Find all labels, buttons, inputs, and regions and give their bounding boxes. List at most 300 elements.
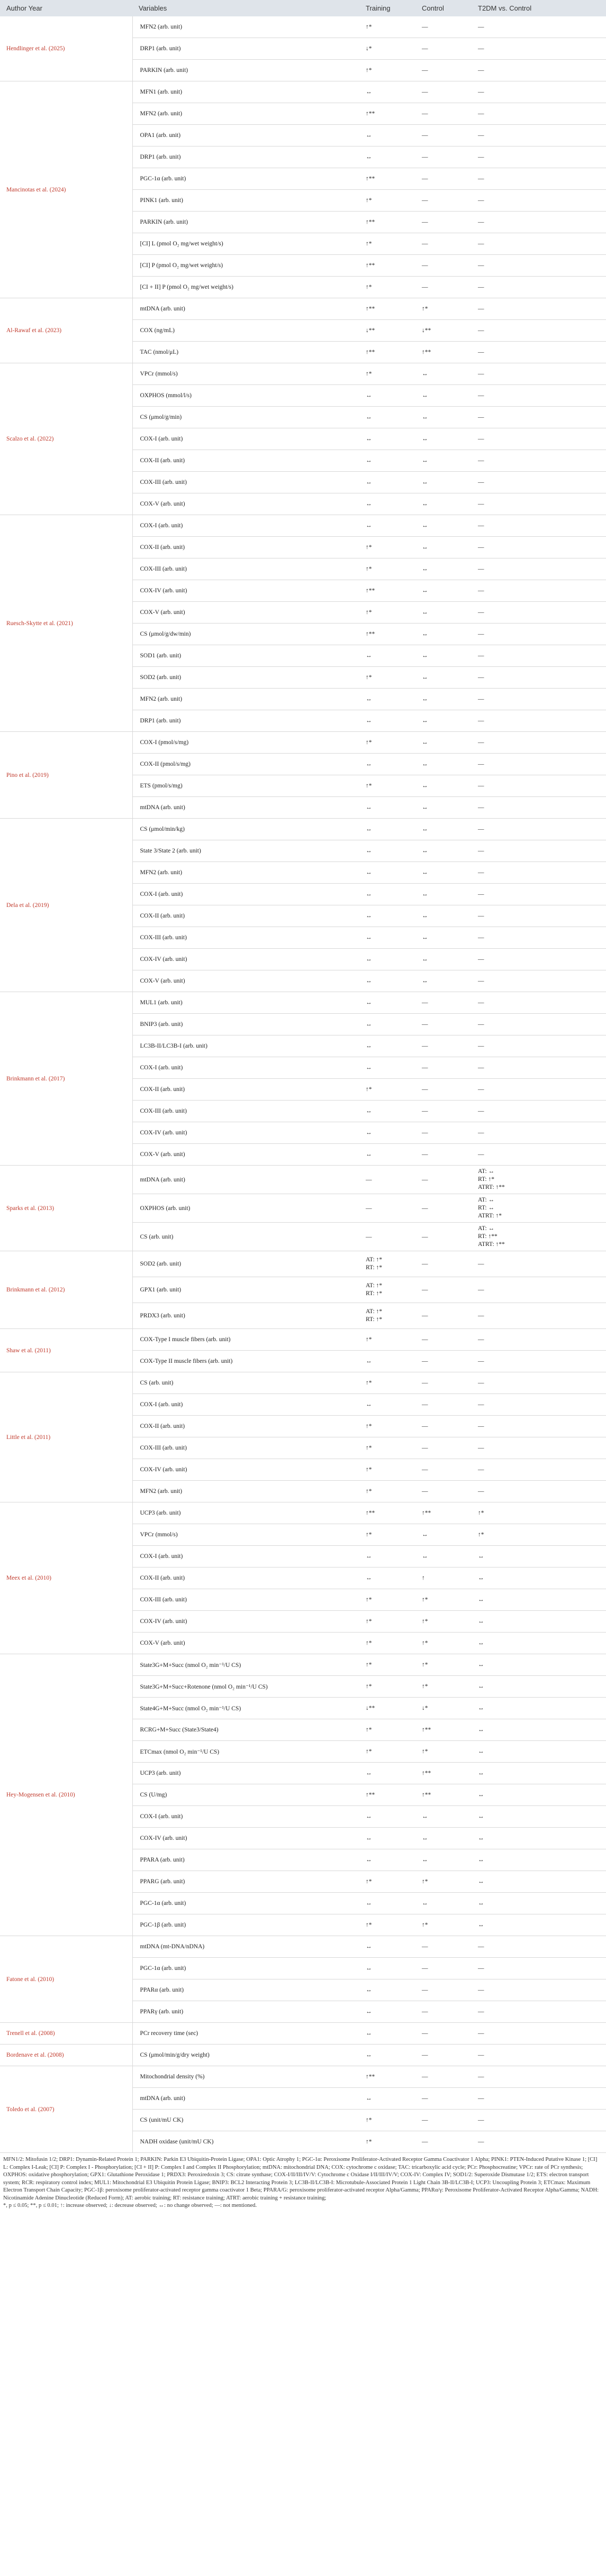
- control-cell: ↑**: [415, 1502, 472, 1524]
- t2dm-cell: —: [472, 1277, 606, 1303]
- control-cell: ↑*: [415, 1654, 472, 1676]
- t2dm-line: AT: ↔: [478, 1225, 495, 1232]
- control-cell: ↓**: [415, 320, 472, 342]
- t2dm-cell: —: [472, 320, 606, 342]
- footnote-abbreviations: MFN1/2: Mitofusin 1/2; DRP1: Dynamin-Related Protein 1; PARKIN: Parkin E3 Ubiquitin-Protein Ligase; OPA1: Optic Atrophy 1; PGC-1α: Peroxisome Proliferator-Activated Receptor Gamma Coactivator 1 Alpha; PINK1: PTEN-Induced Putative Kinase 1; [CI] L: Complex I-Leak; [CI] P: Complex I - Phosphorylation; [CI + II] P: Complex I and Complex II Phosphorylation; mtDNA: mitochondrial DNA; COX: cytochrome c oxidase; TAC: tricarboxylic acid cycle; PCr: Phosphocreatine; VPCr: rate of PCr synthesis; OXPHOS: oxidative phosphorylation; GPX1: Glutathione Peroxidase 1; PRDX3: Peroxiredoxin 3; CS: citrate synthase; COX-I/II/III/IV/V: Cytochrome c Oxidase I/II/III/IV/V; COX-IV: Complex IV; SOD1/2: Superoxide Dismutase 1/2; ETS: electron transport system; RCR: respiratory control index; MUL1: Mitochondrial E3 Ubiquitin Protein Ligase; BNIP3: BCL2 Interacting Protein 3; LC3B-II/LC3B-I: Microtubule-Associated Protein 1 Light Chain 3B-II/LC3B-I; UCP3: Uncoupling Protein 3; ETCmax: Maximum Electron Transport Chain Capacity; PGC-1β: peroxisome proliferator-activated receptor gamma coactivator 1 Beta; PPARA/G: peroxisome proliferator-activated receptor Alpha/Gamma; PPARα/γ: Peroxisome Proliferator-Activated Receptor Alpha/Gamma; NADH: Nicotinamide Adenine Dinucleotide (Reduced Form); AT: aerobic training; RT: resistance training; ATRT: aerobic training + resistance training;: [3, 2157, 599, 2201]
- training-line: RT: ↑*: [366, 1264, 383, 1271]
- table-row: [0, 819, 606, 840]
- training-cell: ↔: [359, 1546, 415, 1567]
- training-cell: ↔: [359, 1849, 415, 1871]
- variable-cell: COX-III (arb. unit): [132, 1437, 359, 1459]
- control-cell: —: [415, 1144, 472, 1166]
- t2dm-cell: —: [472, 797, 606, 819]
- variable-cell: mtDNA (mt-DNA/nDNA): [132, 1936, 359, 1958]
- training-cell: ↑**: [359, 255, 415, 277]
- t2dm-cell: —: [472, 1014, 606, 1035]
- control-cell: ↔: [415, 428, 472, 450]
- t2dm-cell: —: [472, 1035, 606, 1057]
- training-cell: ↔: [359, 515, 415, 537]
- variable-cell: PINK1 (arb. unit): [132, 190, 359, 212]
- t2dm-cell: —: [472, 1057, 606, 1079]
- t2dm-cell: ↔: [472, 1719, 606, 1741]
- training-cell: ↔: [359, 797, 415, 819]
- variable-cell: ETS (pmol/s/mg): [132, 775, 359, 797]
- training-cell: ↑**: [359, 298, 415, 320]
- t2dm-cell: ↔: [472, 1763, 606, 1784]
- control-cell: ↔: [415, 710, 472, 732]
- variable-cell: PGC-1α (arb. unit): [132, 1893, 359, 1914]
- training-cell: ↑*: [359, 1654, 415, 1676]
- variable-cell: VPCr (mmol/s): [132, 363, 359, 385]
- variable-cell: OPA1 (arb. unit): [132, 125, 359, 146]
- training-line: RT: ↑*: [366, 1316, 383, 1323]
- training-cell: ↔: [359, 645, 415, 667]
- table-row: [0, 363, 606, 385]
- table-row: [0, 16, 606, 38]
- control-cell: —: [415, 2066, 472, 2088]
- control-cell: ↔: [415, 862, 472, 884]
- training-cell: ↑*: [359, 1481, 415, 1502]
- t2dm-cell: ↔: [472, 1914, 606, 1936]
- t2dm-cell: —: [472, 927, 606, 949]
- variable-cell: UCP3 (arb. unit): [132, 1502, 359, 1524]
- control-cell: —: [415, 168, 472, 190]
- training-cell: ↔: [359, 146, 415, 168]
- variable-cell: PPARG (arb. unit): [132, 1871, 359, 1893]
- training-cell: ↔: [359, 927, 415, 949]
- control-cell: —: [415, 255, 472, 277]
- t2dm-cell: —: [472, 580, 606, 602]
- training-cell: ↓**: [359, 1698, 415, 1719]
- control-cell: ↔: [415, 1546, 472, 1567]
- t2dm-cell: —: [472, 689, 606, 710]
- training-cell: ↑*: [359, 537, 415, 558]
- control-cell: ↑*: [415, 1589, 472, 1611]
- t2dm-cell: —: [472, 775, 606, 797]
- t2dm-cell: —: [472, 190, 606, 212]
- variable-cell: DRP1 (arb. unit): [132, 146, 359, 168]
- author-year-cell: Ruesch-Skytte et al. (2021): [0, 515, 132, 732]
- training-cell: ↔: [359, 428, 415, 450]
- t2dm-cell: —: [472, 255, 606, 277]
- author-year-cell: Toledo et al. (2007): [0, 2066, 132, 2153]
- table-row: [0, 1936, 606, 1958]
- variable-cell: TAC (nmol/μL): [132, 342, 359, 363]
- footnote-legend: *, p ≤ 0.05; **, p ≤ 0.01; ↑: increase observed; ↓: decrease observed; ↔: no change observed; —: not mentioned.: [3, 2203, 257, 2208]
- training-line: AT: ↑*: [366, 1282, 383, 1289]
- control-cell: ↔: [415, 1893, 472, 1914]
- training-cell: —: [359, 1194, 415, 1223]
- training-cell: ↑*: [359, 1079, 415, 1101]
- variable-cell: UCP3 (arb. unit): [132, 1763, 359, 1784]
- training-cell: ↑*: [359, 1524, 415, 1546]
- training-cell: ↔: [359, 2023, 415, 2045]
- variable-cell: MUL1 (arb. unit): [132, 992, 359, 1014]
- control-cell: —: [415, 1958, 472, 1979]
- control-cell: —: [415, 1394, 472, 1416]
- variable-cell: COX-II (arb. unit): [132, 1567, 359, 1589]
- variable-cell: COX-IV (arb. unit): [132, 1611, 359, 1633]
- variable-cell: mtDNA (arb. unit): [132, 1166, 359, 1194]
- t2dm-cell: —: [472, 1101, 606, 1122]
- header-variables: Variables: [132, 0, 359, 16]
- table-row: [0, 992, 606, 1014]
- variable-cell: PPARA (arb. unit): [132, 1849, 359, 1871]
- t2dm-line: RT: ↑*: [478, 1176, 495, 1182]
- variable-cell: COX-IV (arb. unit): [132, 1122, 359, 1144]
- t2dm-cell: —: [472, 2001, 606, 2023]
- variable-cell: COX-I (arb. unit): [132, 428, 359, 450]
- variable-cell: COX-III (arb. unit): [132, 1101, 359, 1122]
- variable-cell: COX-IV (arb. unit): [132, 1459, 359, 1481]
- control-cell: ↔: [415, 927, 472, 949]
- t2dm-cell: —: [472, 710, 606, 732]
- author-year-cell: Hey-Mogensen et al. (2010): [0, 1654, 132, 1936]
- control-cell: ↔: [415, 450, 472, 472]
- control-cell: ↔: [415, 558, 472, 580]
- author-year-cell: Sparks et al. (2013): [0, 1166, 132, 1251]
- training-cell: ↔: [359, 970, 415, 992]
- control-cell: ↑*: [415, 1611, 472, 1633]
- table-body: [0, 16, 606, 2153]
- t2dm-cell: ↔: [472, 1589, 606, 1611]
- training-cell: ↔: [359, 710, 415, 732]
- control-cell: ↔: [415, 493, 472, 515]
- t2dm-cell: ↑*: [472, 1502, 606, 1524]
- variable-cell: CS (μmol/min/g/dry weight): [132, 2045, 359, 2066]
- training-cell: ↑*: [359, 1372, 415, 1394]
- t2dm-cell: ↑*: [472, 1524, 606, 1546]
- training-cell: ↔: [359, 1893, 415, 1914]
- t2dm-cell: —: [472, 2088, 606, 2110]
- training-cell: ↑*: [359, 1914, 415, 1936]
- variable-cell: COX-IV (arb. unit): [132, 1828, 359, 1849]
- training-cell: ↔: [359, 1101, 415, 1122]
- training-cell: ↔: [359, 949, 415, 970]
- training-cell: ↑*: [359, 2131, 415, 2153]
- table-row: [0, 298, 606, 320]
- t2dm-cell: —: [472, 385, 606, 407]
- control-cell: —: [415, 1035, 472, 1057]
- t2dm-cell: —: [472, 428, 606, 450]
- variable-cell: CS (arb. unit): [132, 1372, 359, 1394]
- author-year-cell: Bordenave et al. (2008): [0, 2045, 132, 2066]
- table-row: [0, 1251, 606, 1277]
- t2dm-cell: —: [472, 1437, 606, 1459]
- t2dm-cell: ↔: [472, 1849, 606, 1871]
- training-cell: [359, 1277, 415, 1303]
- t2dm-cell: —: [472, 1144, 606, 1166]
- control-cell: ↑: [415, 1567, 472, 1589]
- control-cell: ↔: [415, 970, 472, 992]
- t2dm-cell: —: [472, 277, 606, 298]
- training-cell: ↑**: [359, 342, 415, 363]
- control-cell: ↔: [415, 385, 472, 407]
- training-cell: ↔: [359, 1351, 415, 1372]
- t2dm-cell: ↔: [472, 1741, 606, 1763]
- t2dm-cell: —: [472, 472, 606, 493]
- variable-cell: COX-III (arb. unit): [132, 927, 359, 949]
- t2dm-cell: —: [472, 1481, 606, 1502]
- variable-cell: PGC-1α (arb. unit): [132, 168, 359, 190]
- training-cell: ↑**: [359, 624, 415, 645]
- table-footnote: [0, 2153, 606, 2210]
- t2dm-cell: ↔: [472, 1633, 606, 1654]
- variable-cell: COX-Type I muscle fibers (arb. unit): [132, 1329, 359, 1351]
- control-cell: ↔: [415, 1806, 472, 1828]
- control-cell: ↔: [415, 602, 472, 624]
- control-cell: ↑**: [415, 1784, 472, 1806]
- header-t2dm-vs-control: T2DM vs. Control: [472, 0, 606, 16]
- t2dm-cell: —: [472, 1958, 606, 1979]
- training-cell: ↑**: [359, 168, 415, 190]
- variable-cell: GPX1 (arb. unit): [132, 1277, 359, 1303]
- author-year-cell: Shaw et al. (2011): [0, 1329, 132, 1372]
- variable-cell: COX-III (arb. unit): [132, 558, 359, 580]
- variable-cell: [CI + II] P (pmol O₂ mg/wet weight/s): [132, 277, 359, 298]
- t2dm-cell: —: [472, 407, 606, 428]
- table-row: [0, 2045, 606, 2066]
- training-cell: ↔: [359, 1763, 415, 1784]
- t2dm-cell: —: [472, 16, 606, 38]
- table-row: [0, 1166, 606, 1194]
- header-training: Training: [359, 0, 415, 16]
- control-cell: ↔: [415, 624, 472, 645]
- training-line: AT: ↑*: [366, 1308, 383, 1315]
- training-cell: [359, 1251, 415, 1277]
- variable-cell: COX-I (arb. unit): [132, 1057, 359, 1079]
- control-cell: —: [415, 1194, 472, 1223]
- variable-cell: COX (ng/mL): [132, 320, 359, 342]
- variable-cell: CS (μmol/min/kg): [132, 819, 359, 840]
- training-cell: ↔: [359, 493, 415, 515]
- control-cell: ↔: [415, 819, 472, 840]
- training-cell: ↔: [359, 754, 415, 775]
- variable-cell: COX-I (arb. unit): [132, 1546, 359, 1567]
- t2dm-cell: —: [472, 298, 606, 320]
- control-cell: —: [415, 1057, 472, 1079]
- control-cell: —: [415, 1122, 472, 1144]
- variable-cell: COX-V (arb. unit): [132, 1633, 359, 1654]
- training-cell: —: [359, 1166, 415, 1194]
- training-cell: —: [359, 1223, 415, 1251]
- training-cell: ↓**: [359, 320, 415, 342]
- control-cell: —: [415, 2088, 472, 2110]
- variable-cell: COX-I (arb. unit): [132, 515, 359, 537]
- variable-cell: NADH oxidase (unit/mU CK): [132, 2131, 359, 2153]
- control-cell: ↓*: [415, 1698, 472, 1719]
- variable-cell: CS (U/mg): [132, 1784, 359, 1806]
- t2dm-line: ATRT: ↑**: [478, 1241, 505, 1248]
- training-cell: ↑**: [359, 1784, 415, 1806]
- control-cell: —: [415, 1936, 472, 1958]
- training-cell: ↔: [359, 1035, 415, 1057]
- training-cell: ↔: [359, 125, 415, 146]
- variable-cell: SOD2 (arb. unit): [132, 667, 359, 689]
- control-cell: —: [415, 1251, 472, 1277]
- t2dm-cell: [472, 1166, 606, 1194]
- t2dm-cell: —: [472, 2110, 606, 2131]
- training-cell: ↔: [359, 1394, 415, 1416]
- t2dm-cell: —: [472, 146, 606, 168]
- training-cell: ↔: [359, 884, 415, 905]
- variable-cell: COX-II (arb. unit): [132, 537, 359, 558]
- training-cell: ↑*: [359, 1741, 415, 1763]
- training-cell: ↔: [359, 1014, 415, 1035]
- control-cell: —: [415, 2131, 472, 2153]
- training-cell: ↑**: [359, 2066, 415, 2088]
- control-cell: —: [415, 992, 472, 1014]
- control-cell: ↔: [415, 689, 472, 710]
- control-cell: ↔: [415, 754, 472, 775]
- t2dm-cell: —: [472, 1416, 606, 1437]
- author-year-cell: Little et al. (2011): [0, 1372, 132, 1502]
- training-cell: ↑*: [359, 1416, 415, 1437]
- training-cell: ↔: [359, 862, 415, 884]
- t2dm-cell: —: [472, 732, 606, 754]
- training-cell: ↑*: [359, 190, 415, 212]
- control-cell: —: [415, 146, 472, 168]
- table-row: [0, 2023, 606, 2045]
- t2dm-cell: —: [472, 537, 606, 558]
- t2dm-cell: ↔: [472, 1871, 606, 1893]
- variable-cell: COX-III (arb. unit): [132, 1589, 359, 1611]
- control-cell: —: [415, 1459, 472, 1481]
- control-cell: ↑**: [415, 1719, 472, 1741]
- control-cell: ↔: [415, 775, 472, 797]
- t2dm-cell: —: [472, 450, 606, 472]
- t2dm-cell: —: [472, 2066, 606, 2088]
- t2dm-cell: —: [472, 233, 606, 255]
- t2dm-cell: —: [472, 493, 606, 515]
- variable-cell: BNIP3 (arb. unit): [132, 1014, 359, 1035]
- control-cell: ↔: [415, 515, 472, 537]
- training-cell: ↔: [359, 1122, 415, 1144]
- variable-cell: PCr recovery time (sec): [132, 2023, 359, 2045]
- training-cell: ↔: [359, 992, 415, 1014]
- training-cell: ↑*: [359, 1633, 415, 1654]
- training-cell: ↔: [359, 1979, 415, 2001]
- t2dm-cell: —: [472, 363, 606, 385]
- training-cell: ↔: [359, 472, 415, 493]
- control-cell: —: [415, 1416, 472, 1437]
- table-row: [0, 1329, 606, 1351]
- control-cell: —: [415, 1481, 472, 1502]
- t2dm-cell: —: [472, 1122, 606, 1144]
- t2dm-cell: ↔: [472, 1893, 606, 1914]
- variable-cell: COX-IV (arb. unit): [132, 580, 359, 602]
- t2dm-cell: [472, 1194, 606, 1223]
- control-cell: —: [415, 1223, 472, 1251]
- control-cell: —: [415, 125, 472, 146]
- control-cell: —: [415, 1277, 472, 1303]
- table-row: [0, 1502, 606, 1524]
- t2dm-line: RT: ↑**: [478, 1233, 498, 1240]
- training-cell: ↑**: [359, 1502, 415, 1524]
- t2dm-cell: —: [472, 602, 606, 624]
- control-cell: ↔: [415, 363, 472, 385]
- training-cell: ↑*: [359, 363, 415, 385]
- t2dm-cell: ↔: [472, 1546, 606, 1567]
- variable-cell: MFN2 (arb. unit): [132, 862, 359, 884]
- variable-cell: COX-I (pmol/s/mg): [132, 732, 359, 754]
- control-cell: —: [415, 1101, 472, 1122]
- training-cell: [359, 1303, 415, 1329]
- t2dm-cell: —: [472, 515, 606, 537]
- t2dm-line: ATRT: ↑*: [478, 1213, 502, 1219]
- variable-cell: [CI] P (pmol O₂ mg/wet weight/s): [132, 255, 359, 277]
- header-author-year: Author Year: [0, 0, 132, 16]
- variable-cell: mtDNA (arb. unit): [132, 298, 359, 320]
- training-cell: ↑*: [359, 60, 415, 81]
- training-cell: ↔: [359, 1144, 415, 1166]
- variable-cell: PARKIN (arb. unit): [132, 60, 359, 81]
- control-cell: ↔: [415, 1828, 472, 1849]
- t2dm-cell: —: [472, 754, 606, 775]
- t2dm-cell: ↔: [472, 1698, 606, 1719]
- variable-cell: [CI] L (pmol O₂ mg/wet weight/s): [132, 233, 359, 255]
- control-cell: —: [415, 38, 472, 60]
- control-cell: ↑*: [415, 1871, 472, 1893]
- t2dm-cell: —: [472, 1372, 606, 1394]
- table-row: [0, 2066, 606, 2088]
- training-cell: ↔: [359, 1936, 415, 1958]
- variable-cell: MFN1 (arb. unit): [132, 81, 359, 103]
- control-cell: —: [415, 2045, 472, 2066]
- t2dm-line: AT: ↔: [478, 1168, 495, 1175]
- table-row: [0, 515, 606, 537]
- control-cell: ↑*: [415, 1676, 472, 1698]
- control-cell: —: [415, 1351, 472, 1372]
- variable-cell: MFN2 (arb. unit): [132, 16, 359, 38]
- variable-cell: COX-IV (arb. unit): [132, 949, 359, 970]
- control-cell: —: [415, 190, 472, 212]
- control-cell: —: [415, 2001, 472, 2023]
- author-year-cell: Scalzo et al. (2022): [0, 363, 132, 515]
- variable-cell: RCRG+M+Succ (State3/State4): [132, 1719, 359, 1741]
- control-cell: ↑**: [415, 1763, 472, 1784]
- author-year-cell: Meex et al. (2010): [0, 1502, 132, 1654]
- variable-cell: CS (unit/mU CK): [132, 2110, 359, 2131]
- variable-cell: CS (μmol/g/min): [132, 407, 359, 428]
- variable-cell: State 3/State 2 (arb. unit): [132, 840, 359, 862]
- t2dm-cell: —: [472, 1251, 606, 1277]
- variable-cell: COX-III (arb. unit): [132, 472, 359, 493]
- training-cell: ↑*: [359, 667, 415, 689]
- t2dm-cell: ↔: [472, 1828, 606, 1849]
- author-year-cell: Fatone et al. (2010): [0, 1936, 132, 2023]
- variable-cell: CS (arb. unit): [132, 1223, 359, 1251]
- control-cell: —: [415, 16, 472, 38]
- t2dm-cell: —: [472, 60, 606, 81]
- author-year-cell: Brinkmann et al. (2017): [0, 992, 132, 1166]
- control-cell: ↑*: [415, 298, 472, 320]
- training-cell: ↑**: [359, 103, 415, 125]
- control-cell: ↔: [415, 472, 472, 493]
- control-cell: ↑**: [415, 342, 472, 363]
- variable-cell: LC3B-II/LC3B-I (arb. unit): [132, 1035, 359, 1057]
- t2dm-cell: —: [472, 1394, 606, 1416]
- training-cell: ↑*: [359, 1719, 415, 1741]
- training-cell: ↔: [359, 2001, 415, 2023]
- variable-cell: State3G+M+Succ+Rotenone (nmol O₂ min⁻¹/U CS): [132, 1676, 359, 1698]
- author-year-cell: Pino et al. (2019): [0, 732, 132, 819]
- t2dm-cell: [472, 1223, 606, 1251]
- training-cell: ↑**: [359, 212, 415, 233]
- training-line: RT: ↑*: [366, 1290, 383, 1297]
- control-cell: ↔: [415, 797, 472, 819]
- training-cell: ↔: [359, 1806, 415, 1828]
